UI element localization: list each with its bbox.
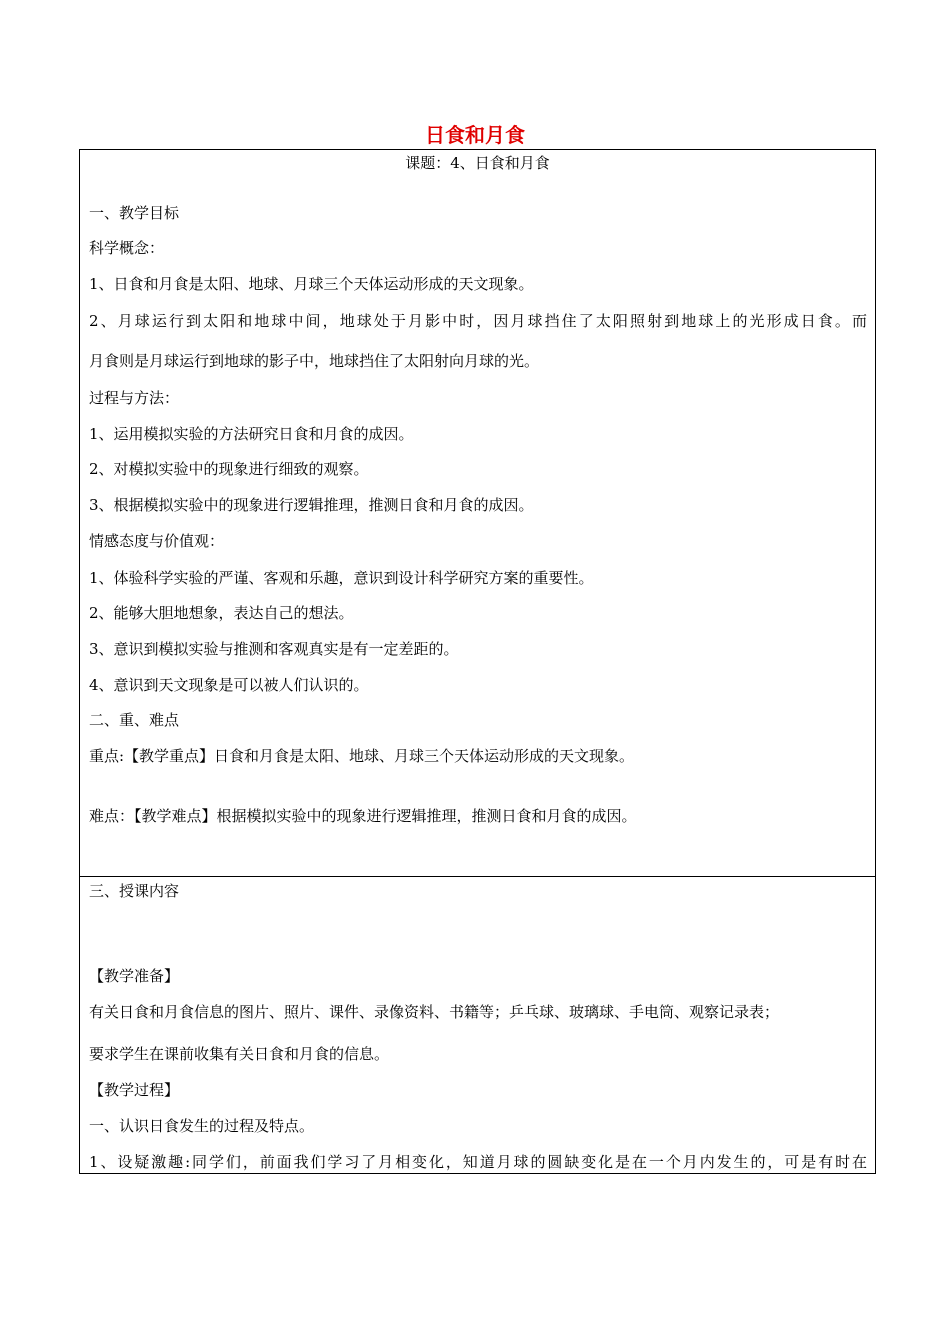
subject-line: 课题：4、日食和月食: [405, 154, 550, 172]
process-item: 2、对模拟实验中的现象进行细致的观察。: [89, 460, 369, 478]
attitude-heading: 情感态度与价值观：: [89, 532, 225, 550]
prep-line: 要求学生在课前收集有关日食和月食的信息。: [89, 1045, 390, 1063]
concepts-heading: 科学概念：: [89, 239, 165, 257]
concept-item-continued: 月食则是月球运行到地球的影子中，地球挡住了太阳射向月球的光。: [89, 352, 540, 370]
section-heading-content: 三、授课内容: [89, 882, 180, 900]
step-heading: 一、认识日食发生的过程及特点。: [89, 1117, 315, 1135]
prep-heading: 【教学准备】: [89, 967, 180, 985]
key-point: 重点:【教学重点】日食和月食是太阳、地球、月球三个天体运动形成的天文现象。: [89, 747, 635, 765]
teaching-process-heading: 【教学过程】: [89, 1081, 180, 1099]
section-heading-key-points: 二、重、难点: [89, 711, 180, 729]
step-text: 1、设疑激趣:同学们，前面我们学习了月相变化，知道月球的圆缺变化是在一个月内发生的，可是有时在: [89, 1153, 867, 1171]
process-heading: 过程与方法：: [89, 389, 180, 407]
document-title: 日食和月食: [425, 123, 525, 147]
attitude-item: 1、体验科学实验的严谨、客观和乐趣，意识到设计科学研究方案的重要性。: [89, 569, 594, 587]
prep-line: 有关日食和月食信息的图片、照片、课件、录像资料、书籍等；乒乓球、玻璃球、手电筒、观察记录表；: [89, 1003, 780, 1021]
table-row-divider: [79, 876, 876, 877]
difficulty-point: 难点：【教学难点】根据模拟实验中的现象进行逻辑推理，推测日食和月食的成因。: [89, 807, 637, 825]
attitude-item: 3、意识到模拟实验与推测和客观真实是有一定差距的。: [89, 640, 459, 658]
concept-item: 1、日食和月食是太阳、地球、月球三个天体运动形成的天文现象。: [89, 275, 534, 293]
section-heading-objectives: 一、教学目标: [89, 204, 180, 222]
process-item: 1、运用模拟实验的方法研究日食和月食的成因。: [89, 425, 414, 443]
attitude-item: 4、意识到天文现象是可以被人们认识的。: [89, 676, 369, 694]
process-item: 3、根据模拟实验中的现象进行逻辑推理，推测日食和月食的成因。: [89, 496, 534, 514]
attitude-item: 2、能够大胆地想象，表达自己的想法。: [89, 604, 354, 622]
concept-item: 2、月球运行到太阳和地球中间，地球处于月影中时，因月球挡住了太阳照射到地球上的光形成日食。而: [89, 312, 867, 330]
